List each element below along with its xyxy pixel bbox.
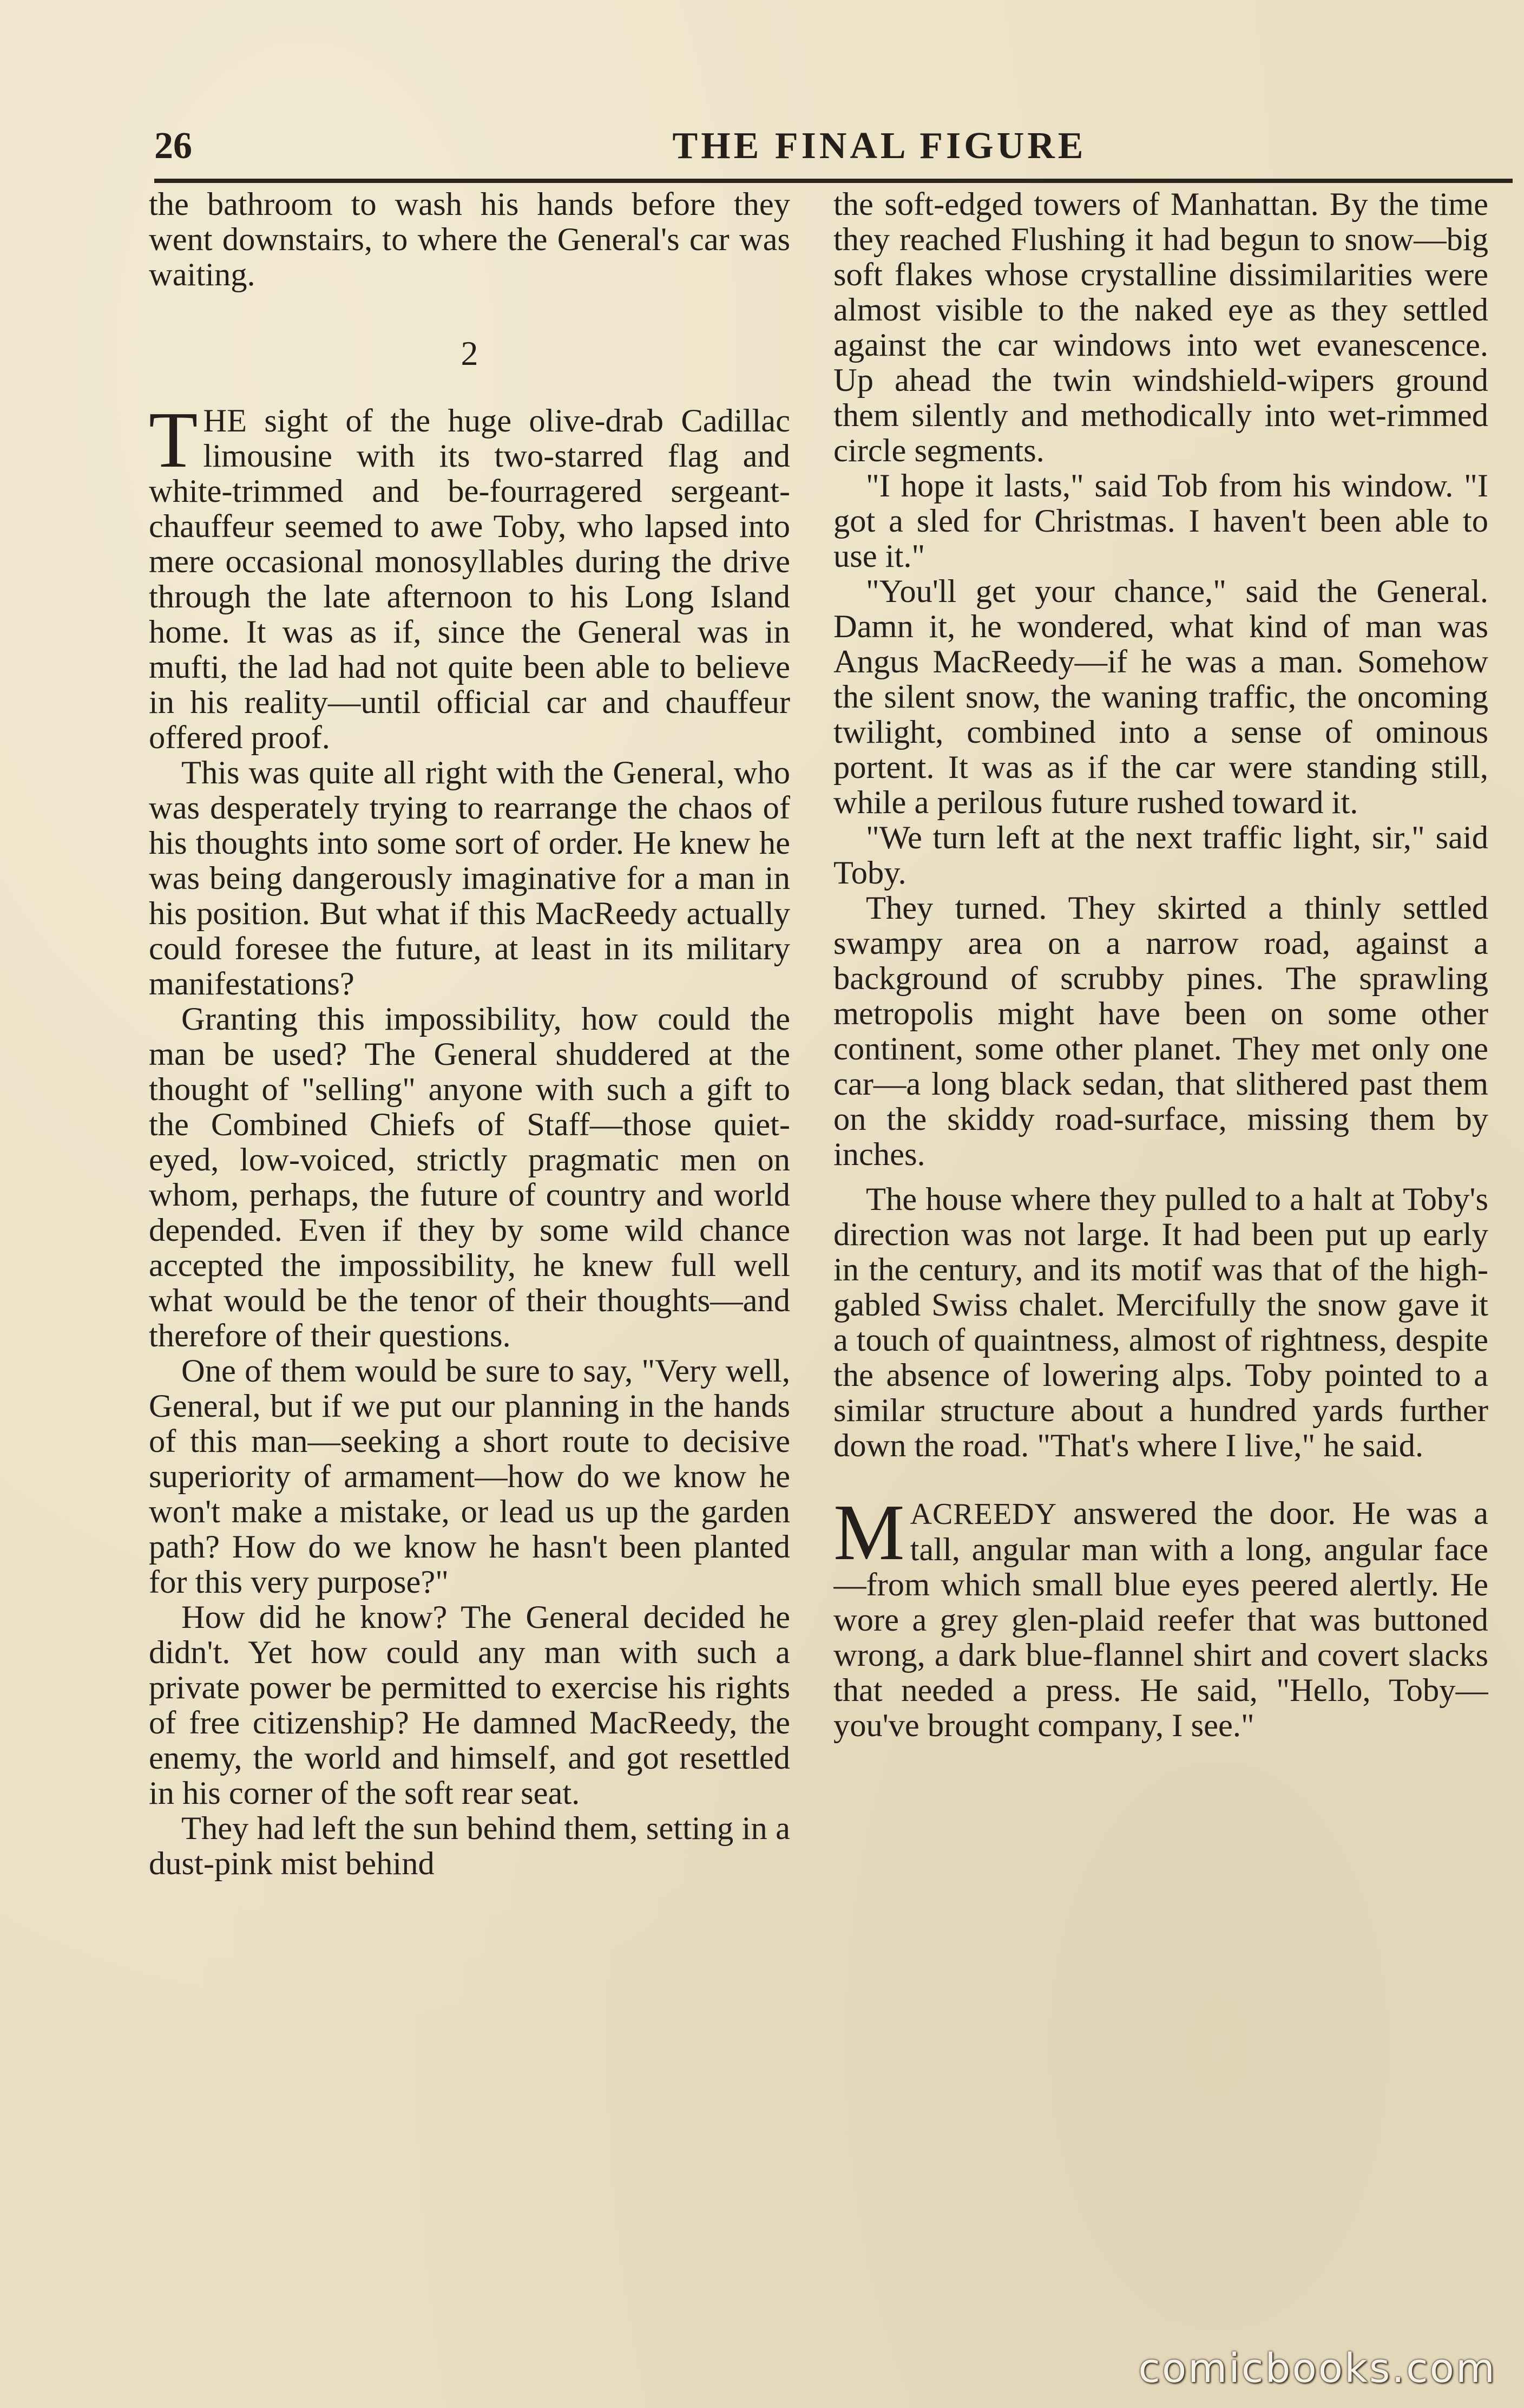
paragraph: Granting this impossibility, how could the man be used? The General shuddered at the thought of "selling" anyone with such a gift to the Combined Chiefs of Staff—those quiet-eyed, low-voiced, strictly pragmatic men on whom, perhaps, the future of country and world depended. Even if they by some wild chance accepted the impossibility, he knew full well what would be the tenor of their thoughts—and therefore of their questions. <box>149 1001 790 1354</box>
section-number: 2 <box>461 334 478 372</box>
drop-cap: T <box>149 396 198 485</box>
paragraph-text: answered the door. He was a tall, angular man with a long, angular face—from which small blue eyes peered alertly. He wore a grey glen-plaid reefer that was buttoned wrong, a dark blue-flannel shirt and covert slacks that needed a press. He said, "Hello, Toby—you've brought company, I see." <box>833 1495 1488 1744</box>
page-number: 26 <box>154 125 192 167</box>
paragraph: They turned. They skirted a thinly settled swampy area on a narrow road, against a background of scrubby pines. The sprawling metropolis might have been on some other continent, some other planet. They met only one car—a long black sedan, that slithered past them on the skiddy road-surface, missing them by inches. <box>833 890 1488 1173</box>
header-rule <box>154 179 1513 183</box>
paragraph: One of them would be sure to say, "Very well, General, but if we put our planning in the hands of this man—seeking a short route to decisive superiority of armament—how do we know he won't make a mistake, or lead us up the garden path? How do we know he hasn't been planted for this very purpose?" <box>149 1353 790 1600</box>
paragraph: "You'll get your chance," said the General. Damn it, he wondered, what kind of man was Angus MacReedy—if he was a man. Somehow the silent snow, the waning traffic, the oncoming twilight, combined into a sense of ominous portent. It was as if the car were standing still, while a perilous future rushed toward it. <box>833 573 1488 821</box>
paragraph: How did he know? The General decided he didn't. Yet how could any man with such a private power be permitted to exercise his rights of free citizenship? He damned MacReedy, the enemy, the world and himself, and got resettled in his corner of the soft rear seat. <box>149 1599 790 1811</box>
paragraph: "I hope it lasts," said Tob from his window. "I got a sled for Christmas. I haven't been able to use it." <box>833 468 1488 574</box>
paragraph: They had left the sun behind them, setting in a dust-pink mist behind <box>149 1810 790 1882</box>
site-watermark: comicbooks.com <box>1138 2345 1496 2392</box>
paragraph-continued: the bathroom to wash his hands before they went downstairs, to where the General's car was waiting. <box>149 187 790 293</box>
paragraph: "We turn left at the next traffic light, sir," said Toby. <box>833 820 1488 891</box>
paragraph-section-open <box>149 396 790 756</box>
small-caps-lead: ACREEDY <box>910 1497 1057 1531</box>
paragraph-continued: the soft-edged towers of Manhattan. By the time they reached Flushing it had begun to snow—big soft flakes whose crystalline dissimilarities were almost visible to the naked eye as they settled against the car windows into wet evanescence. Up ahead the twin windshield-wipers ground them silently and methodically into wet-rimmed circle segments. <box>833 187 1488 469</box>
paragraph: The house where they pulled to a halt at Toby's direction was not large. It had been put up early in the century, and its motif was that of the high-gabled Swiss chalet. Mercifully the snow gave it a touch of quaintness, almost of rightness, despite the absence of lowering alps. Toby pointed to a similar structure about a hundred yards further down the road. "That's where I live," he said. <box>833 1181 1488 1464</box>
left-column <box>149 187 790 2260</box>
right-column <box>833 187 1488 2260</box>
paragraph-section-open <box>833 1488 1488 1744</box>
paragraph: This was quite all right with the General, who was desperately trying to rearrange the chaos of his thoughts into some sort of order. He knew he was being dangerously imaginative for a man in his position. But what if this MacReedy actually could foresee the future, at least in its military manifestations? <box>149 755 790 1002</box>
spacer <box>833 1463 1488 1496</box>
paragraph-text: HE sight of the huge olive-drab Cadillac limousine with its two-starred flag and white-trimmed and be-fourragered sergeant-chauffeur seemed to awe Toby, who lapsed into mere occasional monosyllables during the drive through the late afternoon to his Long Island home. It was as if, since the General was in mufti, the lad had not quite been able to believe in his reality—until official car and chauffeur offered proof. <box>149 403 790 756</box>
drop-cap: M <box>833 1488 905 1577</box>
spacer <box>833 1172 1488 1182</box>
page-header <box>154 122 1513 171</box>
running-title: THE FINAL FIGURE <box>672 125 1087 167</box>
